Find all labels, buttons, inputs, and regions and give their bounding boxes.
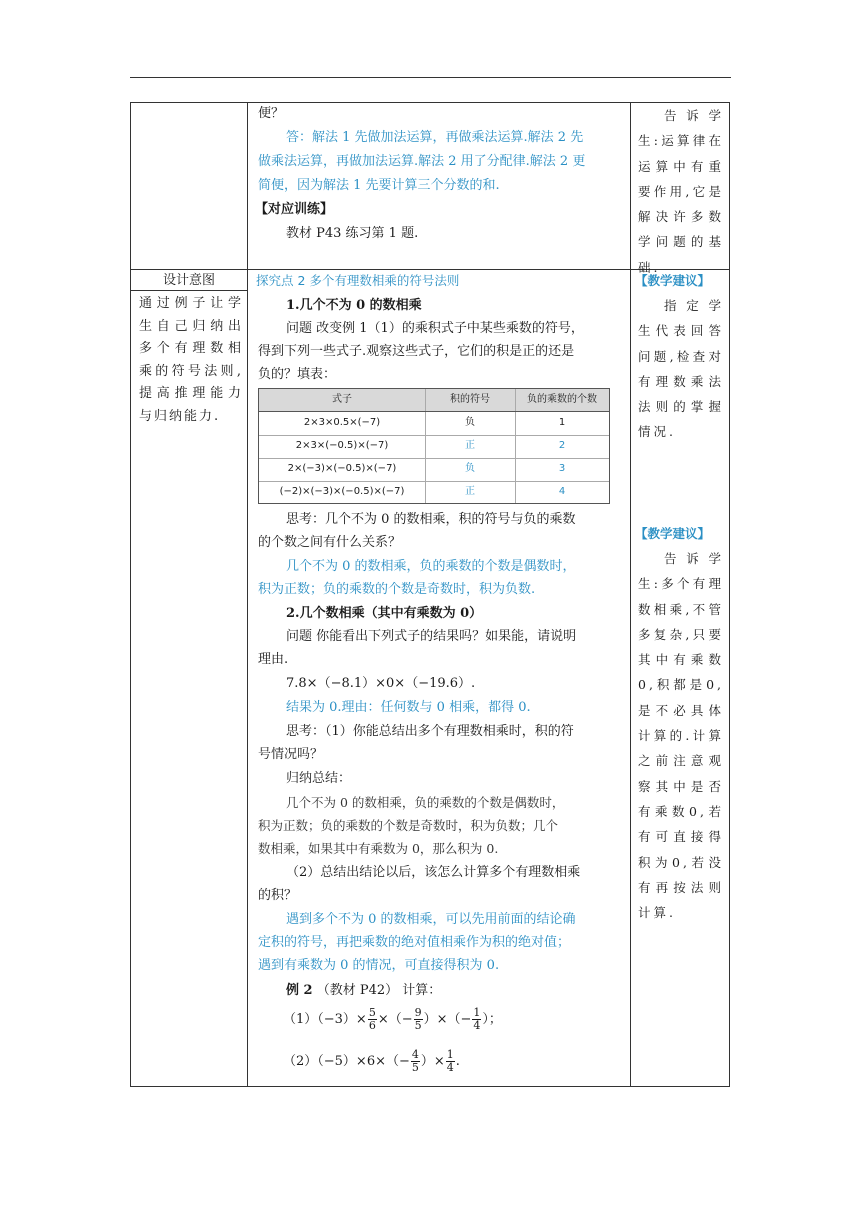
think2-label: 思考： xyxy=(286,724,326,739)
problem1-label: 问题 xyxy=(286,321,313,336)
problem1-line-3: 负的？填表： xyxy=(258,367,337,382)
continued-text: 便？ xyxy=(258,106,285,121)
answer3-line-1: 遇到多个不为 0 的数相乘，可以先用前面的结论确 xyxy=(286,912,576,927)
example-label: 例 2 xyxy=(286,983,313,998)
ex2-f1-den: 5 xyxy=(411,1061,419,1074)
think2-line-2: 号情况吗？ xyxy=(258,747,324,762)
answer3-line-3: 遇到有乘数为 0 的情况，可直接得积为 0. xyxy=(258,958,500,973)
ex2-f2-den: 4 xyxy=(446,1061,454,1074)
ex1-f1-den: 6 xyxy=(368,1019,376,1032)
ex1-mid1: ×（− xyxy=(377,1012,413,1027)
table-cell: 2 xyxy=(558,440,566,451)
lesson-table xyxy=(130,102,730,1087)
column-divider-1 xyxy=(247,103,248,1086)
ex1-f3-num: 1 xyxy=(473,1006,481,1019)
ex2-prefix: （2）（−5）×6×（− xyxy=(283,1054,410,1069)
summary-line-2: 积为正数；负的乘数的个数是奇数时，积为负数；几个 xyxy=(258,818,559,833)
ex2-fraction-1 xyxy=(411,1049,420,1074)
ex1-mid2: ）×（− xyxy=(423,1012,472,1027)
ex2-fraction-2 xyxy=(446,1049,455,1074)
ex1-fraction-1 xyxy=(368,1007,377,1032)
problem1-line-2: 得到下列一些式子.观察这些式子，它们的积是正的还是 xyxy=(258,344,575,359)
problem2-line-2: 理由. xyxy=(258,652,289,667)
table-cell: 负 xyxy=(465,463,475,474)
ex1-f2-den: 5 xyxy=(414,1019,422,1032)
think1-line-2: 的个数之间有什么关系？ xyxy=(258,535,402,550)
think2-line-1: （1）你能总结出多个有理数相乘时，积的符 xyxy=(325,724,574,739)
suggestion-2-text: 告诉学生:多个有理数相乘,不管多复杂,只要其中有乘数0,积都是0,是不必具体计算的.计算之前注意观察其中是否有乘数0,若有可直接得积为0,若没有再按法则计算. xyxy=(638,551,724,921)
example-source: （教材 P42） 计算： xyxy=(316,983,442,998)
ex2-suffix: . xyxy=(455,1054,460,1069)
training-title: 【对应训练】 xyxy=(255,202,334,217)
column-divider-2 xyxy=(630,103,631,1086)
top-right-note: 告诉学生:运算律在运算中有重要作用,它是解决许多数学问题的基础. xyxy=(638,108,724,275)
problem2-label: 问题 xyxy=(286,629,313,644)
answer1-line-2: 积为正数；负的乘数的个数是奇数时，积为负数. xyxy=(258,582,536,597)
table-cell: 正 xyxy=(465,486,475,497)
answer-line-1: 答：解法 1 先做加法运算，再做乘法运算.解法 2 先 xyxy=(286,130,584,145)
ex1-f3-den: 4 xyxy=(473,1019,481,1032)
expression: 7.8×（−8.1）×0×（−19.6）. xyxy=(286,676,476,691)
table-cell: 2×(−3)×(−0.5)×(−7) xyxy=(287,463,397,474)
question2-line-1: （2）总结出结论以后，该怎么计算多个有理数相乘 xyxy=(286,865,581,880)
ex2-f1-num: 4 xyxy=(411,1048,419,1061)
summary-label: 归纳总结： xyxy=(286,771,352,786)
problem1-line-1: 改变例 1（1）的乘积式子中某些乘数的符号， xyxy=(316,321,584,336)
summary-line-3: 数相乘，如果其中有乘数为 0，那么积为 0. xyxy=(258,841,499,856)
design-intent-text: 通过例子让学生自己归纳出多个有理数相乘的符号法则,提高推理能力与归纳能力. xyxy=(139,296,243,424)
section-title: 探究点 2 多个有理数相乘的符号法则 xyxy=(256,273,460,288)
sub-heading-1: 1.几个不为 0 的数相乘 xyxy=(286,298,422,313)
ex2-mid1: ）× xyxy=(420,1054,445,1069)
header-rule xyxy=(130,77,731,78)
think1-line-1: 几个不为 0 的数相乘，积的符号与负的乘数 xyxy=(325,512,576,527)
ex1-suffix: ）； xyxy=(482,1012,502,1027)
ex1-fraction-3 xyxy=(472,1007,481,1032)
summary-line-1: 几个不为 0 的数相乘，负的乘数的个数是偶数时， xyxy=(286,795,565,810)
example-part-2 xyxy=(283,1049,460,1075)
ex1-f1-num: 5 xyxy=(368,1006,376,1019)
table-header-sign: 积的符号 xyxy=(450,394,490,405)
ex1-prefix: （1）（−3）× xyxy=(283,1012,367,1027)
think1-label: 思考： xyxy=(286,512,326,527)
answer-line-2: 做乘法运算，再做加法运算.解法 2 用了分配律.解法 2 更 xyxy=(258,154,586,169)
table-cell: 负 xyxy=(465,417,475,428)
table-header-expr: 式子 xyxy=(332,394,352,405)
example-part-1 xyxy=(283,1007,502,1033)
answer1-line-1: 几个不为 0 的数相乘，负的乘数的个数是偶数时， xyxy=(286,559,576,574)
table-cell: 1 xyxy=(558,417,566,428)
suggestion-2-title: 【教学建议】 xyxy=(635,526,711,541)
answer3-line-2: 定积的符号，再把乘数的绝对值相乘作为积的绝对值； xyxy=(258,935,571,950)
sub-heading-2: 2.几个数相乘（其中有乘数为 0） xyxy=(286,606,483,621)
table-cell: (−2)×(−3)×(−0.5)×(−7) xyxy=(279,486,405,497)
suggestion-1-text: 指定学生代表回答问题,检查对有理数乘法法则的掌握情况. xyxy=(638,298,724,440)
answer2: 结果为 0.理由：任何数与 0 相乘，都得 0. xyxy=(286,700,531,715)
table-cell: 2×3×(−0.5)×(−7) xyxy=(295,440,389,451)
table-header-count: 负的乘数的个数 xyxy=(527,394,597,405)
answer-line-3: 简便，因为解法 1 先要计算三个分数的和. xyxy=(258,178,500,193)
ex2-f2-num: 1 xyxy=(446,1048,454,1061)
suggestion-1-title: 【教学建议】 xyxy=(635,273,711,288)
table-cell: 4 xyxy=(558,486,566,497)
question2-line-2: 的积？ xyxy=(258,888,298,903)
training-text: 教材 P43 练习第 1 题. xyxy=(286,226,419,241)
ex1-f2-num: 9 xyxy=(414,1006,422,1019)
ex1-fraction-2 xyxy=(414,1007,423,1032)
table-cell: 正 xyxy=(465,440,475,451)
table-cell: 2×3×0.5×(−7) xyxy=(303,417,381,428)
sign-table xyxy=(258,388,610,504)
problem2-line-1: 你能看出下列式子的结果吗？如果能，请说明 xyxy=(316,629,577,644)
design-header: 设计意图 xyxy=(162,273,215,288)
table-cell: 3 xyxy=(558,463,566,474)
